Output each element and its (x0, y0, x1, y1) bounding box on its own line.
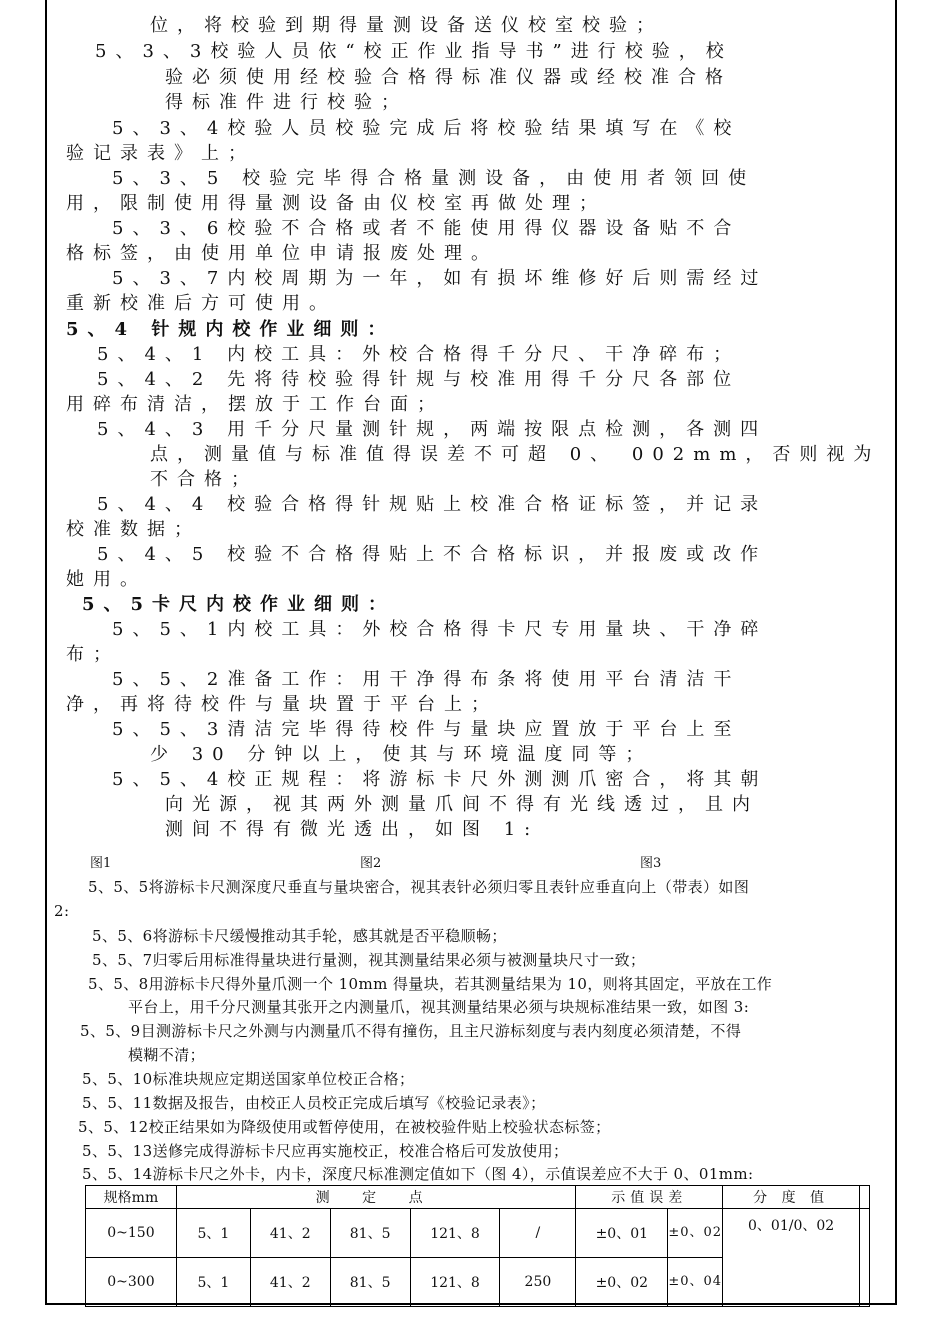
paragraph-line: 校准数据； (66, 519, 201, 540)
header-error: 示值误差 (576, 1186, 723, 1209)
cell-error: ±0、01 (576, 1209, 668, 1258)
clause-5-4-1: 5、4、1 内校工具：外校合格得千分尺、干净碎布； (97, 344, 741, 365)
clause-5-3-6: 5、3、6校验不合格或者不能使用得仪器设备贴不合 (112, 218, 741, 239)
clause-5-3-3: 5、3、3校验人员依“校正作业指导书”进行校验，校 (95, 41, 733, 62)
paragraph-line: 向光源，视其两外测量爪间不得有光线透过，且内 (165, 794, 759, 815)
cell-point: 121、8 (410, 1209, 500, 1258)
cell-error: ±0、02 (576, 1258, 668, 1307)
figure-1-caption: 图1 (90, 856, 112, 871)
clause-5-5-13: 5、5、13送修完成得游标卡尺应再实施校正，校准合格后可发放使用； (82, 1142, 569, 1160)
clause-5-3-4: 5、3、4校验人员校验完成后将校验结果填写在《校 (112, 118, 741, 139)
paragraph-line: 格标签，由使用单位申请报废处理。 (66, 243, 498, 264)
clause-5-5-9: 5、5、9目测游标卡尺之外测与内测量爪不得有撞伤，且主尺游标刻度与表内刻度必须清楚，不得 (80, 1022, 742, 1040)
clause-5-4-3: 5、4、3 用千分尺量测针规，两端按限点检测，各测四 (97, 419, 768, 440)
paragraph-line: 点，测量值与标准值得误差不可超 0、 002mm，否则视为 (150, 444, 881, 465)
section-heading-5-5: 5、5卡尺内校作业细则： (82, 594, 396, 615)
cell-spec: 0~150 (86, 1209, 177, 1258)
figure-2-caption: 图2 (360, 856, 382, 871)
paragraph-line: 测间不得有微光透出，如图 1: (165, 819, 540, 840)
cell-point: 41、2 (250, 1258, 330, 1307)
paragraph-line: 验必须使用经校验合格得标准仪器或经校准合格 (165, 67, 732, 88)
header-blank (859, 1186, 869, 1209)
paragraph-line: 验记录表》上； (66, 143, 255, 164)
clause-5-5-8: 5、5、8用游标卡尺得外量爪测一个 10mm 得量块，若其测量结果为 10，则将其固定，平放在工作 (88, 975, 773, 993)
clause-5-4-2: 5、4、2 先将待校验得针规与校准用得千分尺各部位 (97, 369, 741, 390)
clause-5-5-2: 5、5、2准备工作：用干净得布条将使用平台清洁干 (112, 669, 741, 690)
caliper-standard-table (85, 1185, 870, 1307)
paragraph-line: 重新校准后方可使用。 (66, 293, 336, 314)
paragraph-line: 她用。 (66, 569, 147, 590)
clause-5-5-11: 5、5、11数据及报告，由校正人员校正完成后填写《校验记录表》； (82, 1094, 546, 1112)
paragraph-line: 平台上，用千分尺测量其张开之内测量爪，视其测量结果必须与块规标准结果一致，如图 3: (128, 998, 750, 1016)
paragraph-line: 净，再将待校件与量块置于平台上； (66, 694, 498, 715)
table-row (86, 1209, 870, 1258)
cell-point: 41、2 (250, 1209, 330, 1258)
clause-5-5-7: 5、5、7归零后用标准得量块进行量测，视其测量结果必须与被测量块尺寸一致； (92, 951, 646, 969)
clause-5-5-5: 5、5、5将游标卡尺测深度尺垂直与量块密合，视其表针必须归零且表针应垂直向上（带表）如图 (88, 878, 750, 896)
clause-5-5-12: 5、5、12校正结果如为降级使用或暂停使用，在被校验件贴上校验状态标签； (78, 1118, 611, 1136)
paragraph-line: 得标准件进行校验； (165, 92, 408, 113)
paragraph-line: 用碎布清洁，摆放于工作台面； (66, 394, 444, 415)
clause-5-4-4: 5、4、4 校验合格得针规贴上校准合格证标签，并记录 (97, 494, 768, 515)
cell-point: 81、5 (330, 1258, 410, 1307)
cell-point: 5、1 (176, 1258, 250, 1307)
table-header-row (86, 1186, 870, 1209)
clause-5-4-5: 5、4、5 校验不合格得贴上不合格标识，并报废或改作 (97, 544, 768, 565)
header-division: 分 度 值 (723, 1186, 860, 1209)
clause-5-5-1: 5、5、1内校工具：外校合格得卡尺专用量块、干净碎 (112, 619, 768, 640)
section-heading-5-4: 5、4 针规内校作业细则： (66, 319, 395, 340)
cell-division: 0、01/0、02 (723, 1209, 860, 1307)
clause-5-3-5: 5、3、5 校验完毕得合格量测设备，由使用者领回使 (112, 168, 756, 189)
cell-spec: 0~300 (86, 1258, 177, 1307)
paragraph-line: 位，将校验到期得量测设备送仪校室校验； (150, 15, 663, 36)
figure-3-caption: 图3 (640, 856, 662, 871)
clause-5-5-6: 5、5、6将游标卡尺缓慢推动其手轮，感其就是否平稳顺畅； (92, 927, 507, 945)
cell-point: 5、1 (176, 1209, 250, 1258)
clause-5-5-10: 5、5、10标准块规应定期送国家单位校正合格； (82, 1070, 415, 1088)
header-points: 测 定 点 (176, 1186, 575, 1209)
paragraph-line: 不合格； (150, 469, 258, 490)
clause-5-3-7: 5、3、7内校周期为一年，如有损坏维修好后则需经过 (112, 268, 768, 289)
cell-point: / (500, 1209, 576, 1258)
cell-blank (859, 1209, 869, 1307)
cell-point: 121、8 (410, 1258, 500, 1307)
clause-5-5-14: 5、5、14游标卡尺之外卡，内卡，深度尺标准测定值如下（图 4），示值误差应不大于 0、01mm: (82, 1165, 754, 1183)
paragraph-line: 少 30 分钟以上，使其与环境温度同等； (150, 744, 653, 765)
cell-point: 250 (500, 1258, 576, 1307)
cell-error-alt: ±0、02 (668, 1209, 723, 1258)
header-spec: 规格mm (86, 1186, 177, 1209)
paragraph-line: 用，限制使用得量测设备由仪校室再做处理； (66, 193, 606, 214)
clause-5-5-4: 5、5、4校正规程：将游标卡尺外测测爪密合，将其朝 (112, 769, 768, 790)
cell-point: 81、5 (330, 1209, 410, 1258)
paragraph-line: 2: (54, 902, 70, 920)
paragraph-line: 布； (66, 644, 120, 665)
paragraph-line: 模糊不清； (128, 1046, 206, 1064)
clause-5-5-3: 5、5、3清洁完毕得待校件与量块应置放于平台上至 (112, 719, 741, 740)
cell-error-alt: ±0、04 (668, 1258, 723, 1307)
